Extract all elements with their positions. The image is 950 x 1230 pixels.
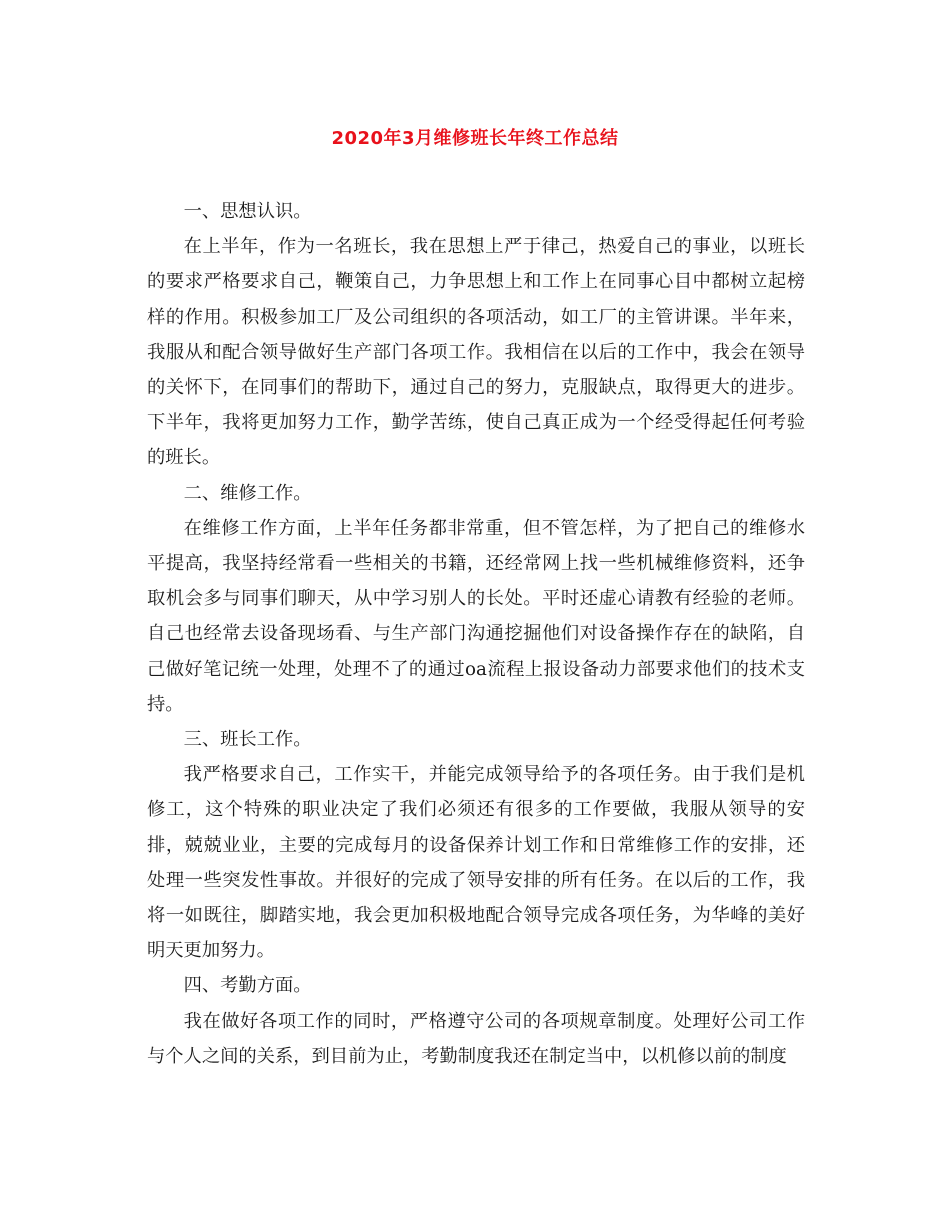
section-heading-thought: 一、思想认识。 [183,201,312,222]
paragraph-thought: 在上半年，作为一名班长，我在思想上严于律己，热爱自己的事业，以班长的要求严格要求自己，鞭策自己，力争思想上和工作上在同事心目中都树立起榜样的作用。积极参加工厂及公司组织的各项活动，如工厂的主管讲课。半年来，我服从和配合领导做好生产部门各项工作。我相信在以后的工作中，我会在领导的关怀下，在同事们的帮助下，通过自己的努力，克服缺点，取得更大的进步。下半年，我将更加努力工作，勤学苦练，使自己真正成为一个经受得起任何考验的班长。 [147,236,805,469]
document-title: 2020年3月维修班长年终工作总结 [331,128,619,149]
paragraph-attendance: 我在做好各项工作的同时，严格遵守公司的各项规章制度。处理好公司工作与个人之间的关系，到目前为止，考勤制度我还在制定当中，以机修以前的制度 [147,1010,805,1067]
paragraph-maintenance: 在维修工作方面，上半年任务都非常重，但不管怎样，为了把自己的维修水平提高，我坚持经常看一些相关的书籍，还经常网上找一些机械维修资料，还争取机会多与同事们聊天，从中学习别人的长处。平时还虚心请教有经验的老师。自己也经常去设备现场看、与生产部门沟通挖掘他们对设备操作存在的缺陷，自己做好笔记统一处理，处理不了的通过oa流程上报设备动力部要求他们的技术支持。 [147,517,805,715]
document-body [147,194,805,1074]
paragraph-team-leader: 我严格要求自己，工作实干，并能完成领导给予的各项任务。由于我们是机修工，这个特殊的职业决定了我们必须还有很多的工作要做，我服从领导的安排，兢兢业业，主要的完成每月的设备保养计划工作和日常维修工作的安排，还处理一些突发性事故。并很好的完成了领导安排的所有任务。在以后的工作，我将一如既往，脚踏实地，我会更加积极地配合领导完成各项任务，为华峰的美好明天更加努力。 [147,764,805,962]
section-heading-team-leader: 三、班长工作。 [183,729,312,751]
section-heading-maintenance: 二、维修工作。 [183,482,312,504]
section-heading-attendance: 四、考勤方面。 [183,975,312,997]
